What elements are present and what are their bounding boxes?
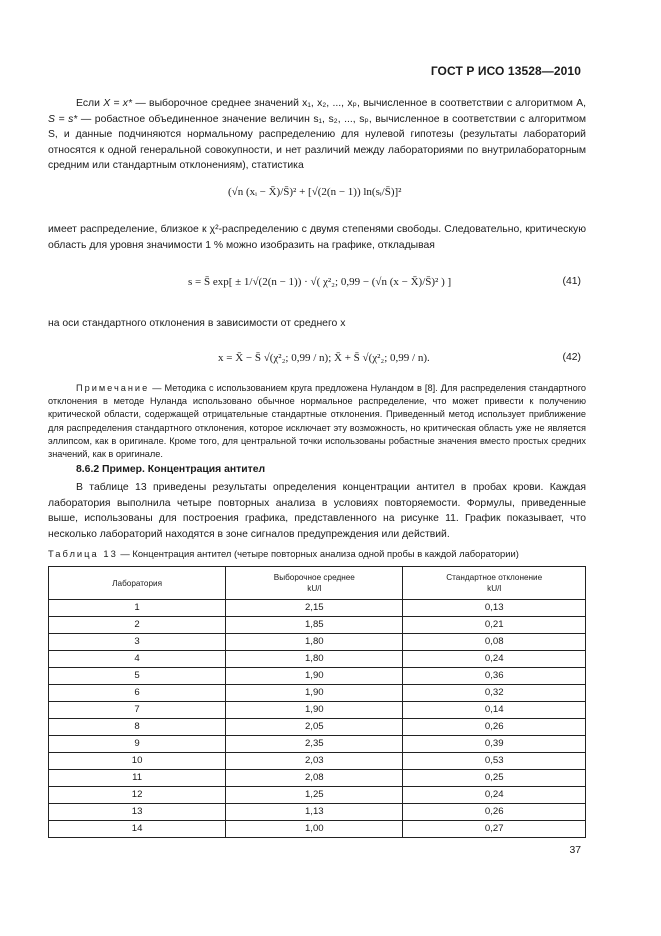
xbar-definition: X = x*	[103, 98, 133, 109]
table-row	[49, 617, 586, 634]
table-row	[49, 600, 586, 617]
cell-mean: 1,85	[226, 617, 403, 634]
cell-mean: 1,90	[226, 702, 403, 719]
cell-sd: 0,27	[403, 821, 586, 838]
cell-sd: 0,32	[403, 685, 586, 702]
cell-mean: 1,25	[226, 787, 403, 804]
table-caption	[48, 548, 519, 559]
antibody-table	[48, 566, 586, 838]
section-heading: 8.6.2 Пример. Концентрация антител	[76, 464, 266, 475]
cell-mean: 2,03	[226, 753, 403, 770]
sbar-definition: S = s*	[48, 113, 78, 125]
cell-sd: 0,14	[403, 702, 586, 719]
cell-lab: 9	[49, 736, 226, 753]
cell-lab: 11	[49, 770, 226, 787]
header-mean	[226, 567, 403, 600]
cell-lab: 2	[49, 617, 226, 634]
cell-mean: 2,08	[226, 770, 403, 787]
cell-mean: 1,90	[226, 685, 403, 702]
intro-part1: — выборочное среднее значений x₁, x₂, ..., xₚ, вычисленное в соответствии с алгоритмом А,	[135, 98, 587, 109]
cell-mean: 2,15	[226, 600, 403, 617]
header-mean-unit: kU/l	[307, 584, 322, 593]
cell-sd: 0,36	[403, 668, 586, 685]
formula-42: x = X̄ − S̄ √(χ²₂; 0,99 / n); X̄ + S̄ √(χ²₂; 0,99 / n).	[218, 352, 430, 364]
statistic-formula: (√n (xᵢ − X̄)/S̄)² + [√(2(n − 1)) ln(sᵢ/S̄)]²	[228, 186, 402, 198]
cell-sd: 0,26	[403, 719, 586, 736]
table-row	[49, 787, 586, 804]
table-caption-text: — Концентрация антител (четыре повторных анализа одной пробы в каждой лаборатории)	[120, 548, 519, 559]
cell-sd: 0,08	[403, 634, 586, 651]
cell-lab: 13	[49, 804, 226, 821]
intro-prefix: Если	[76, 98, 100, 109]
cell-lab: 3	[49, 634, 226, 651]
note-block	[48, 382, 586, 461]
note-label: Примечание	[76, 383, 150, 393]
cell-lab: 5	[49, 668, 226, 685]
cell-mean: 1,80	[226, 651, 403, 668]
cell-mean: 2,35	[226, 736, 403, 753]
table-row	[49, 668, 586, 685]
document-code: ГОСТ Р ИСО 13528—2010	[430, 64, 581, 78]
header-sd	[403, 567, 586, 600]
equation-number-41: (41)	[562, 276, 581, 287]
table-row	[49, 634, 586, 651]
page-number: 37	[569, 845, 581, 856]
chi-square-paragraph: имеет распределение, близкое к χ²-распределению с двумя степенями свободы. Следовательно, критическую область для уровня значимости 1 % можно изобразить на графике, откладывая	[48, 224, 586, 251]
cell-sd: 0,21	[403, 617, 586, 634]
cell-lab: 4	[49, 651, 226, 668]
header-sd-label: Стандартное отклонение	[446, 573, 543, 582]
cell-lab: 12	[49, 787, 226, 804]
table-row	[49, 770, 586, 787]
cell-sd: 0,13	[403, 600, 586, 617]
cell-sd: 0,24	[403, 787, 586, 804]
equation-number-42: (42)	[562, 352, 581, 363]
table-row	[49, 821, 586, 838]
intro-paragraph	[48, 96, 586, 174]
table-row	[49, 736, 586, 753]
cell-lab: 6	[49, 685, 226, 702]
cell-mean: 1,80	[226, 634, 403, 651]
cell-sd: 0,26	[403, 804, 586, 821]
cell-mean: 1,13	[226, 804, 403, 821]
axis-paragraph: на оси стандартного отклонения в зависимости от среднего x	[48, 318, 346, 329]
cell-lab: 8	[49, 719, 226, 736]
cell-sd: 0,53	[403, 753, 586, 770]
cell-lab: 7	[49, 702, 226, 719]
table-row	[49, 753, 586, 770]
cell-lab: 10	[49, 753, 226, 770]
section-paragraph: В таблице 13 приведены результаты определения концентрации антител в пробах крови. Каждая лаборатория выполнила четыре повторных анализа в условиях повторяемости. Формулы, приведенные выше, использованы для построения графика, представленного на рисунке 11. График показывает, что несколько лабораторий находятся в зоне сигналов предупреждения или действий.	[48, 482, 586, 540]
table-row	[49, 702, 586, 719]
cell-sd: 0,25	[403, 770, 586, 787]
cell-mean: 1,00	[226, 821, 403, 838]
cell-mean: 1,90	[226, 668, 403, 685]
table-header-row	[49, 567, 586, 600]
intro-part2: — робастное объединенное значение величин s₁, s₂, ..., sₚ, вычисленное в соответствии с алгоритмом S, и данные подчиняются нормальному распределению для нулевой гипотезы (результаты лабораторий относятся к одной генеральной совокупности, и нет различий между лабораториями по внутрилабораторным средним или стандартным отклонениям), статистика	[48, 113, 586, 171]
note-text: — Методика с использованием круга предложена Нуландом в [8]. Для распределения стандартного отклонения в методе Нуланда использовано обычное нормальное распределение, что может привести к получению критической области, содержащей отрицательные стандартные отклонения. Приведенный метод использует приближение для распределения стандартного отклонения, которое исключает эту возможность, но критическая область уже не является эллипсом, как в оригинале. Кроме того, для центральной точки использованы робастные значения вместо простых средних значений, как в оригинале.	[48, 383, 586, 460]
cell-lab: 1	[49, 600, 226, 617]
table-row	[49, 651, 586, 668]
header-sd-unit: kU/l	[487, 584, 502, 593]
table-row	[49, 804, 586, 821]
table-caption-label: Таблица 13	[48, 548, 118, 559]
cell-lab: 14	[49, 821, 226, 838]
table-row	[49, 685, 586, 702]
header-laboratory: Лаборатория	[49, 567, 226, 600]
cell-mean: 2,05	[226, 719, 403, 736]
formula-41: s = S̄ exp[ ± 1/√(2(n − 1)) · √( χ²₂; 0,99 − (√n (x − X̄)/S̄)² ) ]	[188, 276, 452, 288]
cell-sd: 0,39	[403, 736, 586, 753]
cell-sd: 0,24	[403, 651, 586, 668]
table-row	[49, 719, 586, 736]
header-mean-label: Выборочное среднее	[273, 573, 355, 582]
